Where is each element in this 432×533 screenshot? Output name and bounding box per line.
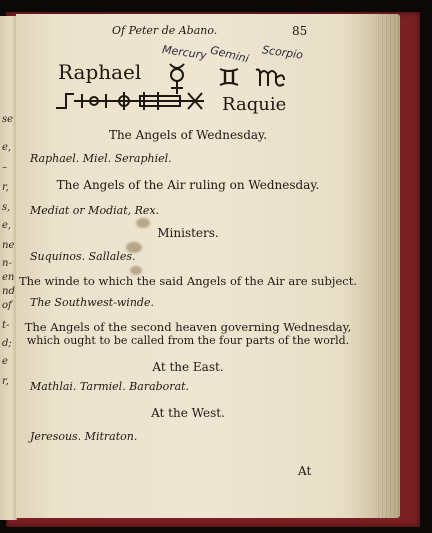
previous-page-edge [0, 16, 17, 520]
west-list: Jeresous. Mitraton. [30, 430, 138, 443]
prev-fragment: en [2, 272, 15, 283]
annotation-scorpio: Scorpio [261, 43, 304, 62]
prev-fragment: n- [2, 258, 12, 269]
prev-fragment: e, [2, 142, 12, 153]
angels-list: Raphael. Miel. Seraphiel. [30, 152, 172, 165]
second-heaven-heading-line1: The Angels of the second heaven governing Wednesday, [24, 320, 352, 334]
prev-fragment: se [2, 114, 14, 125]
prev-fragment: nd [2, 286, 15, 297]
prev-fragment: d; [2, 338, 12, 349]
prev-fragment: r, [2, 376, 9, 387]
prev-fragment: r, [2, 182, 9, 193]
virgo-symbol-icon [254, 66, 288, 92]
air-list: Mediat or Modiat, Rex. [30, 204, 160, 217]
ministers-heading: Ministers. [157, 226, 219, 240]
angel-name: Raphael [58, 60, 142, 84]
annotation-gemini: Gemini [209, 43, 251, 66]
air-heading: The Angels of the Air ruling on Wednesday. [56, 178, 320, 192]
character-sigil-icon [54, 88, 214, 114]
prev-fragment: e, [2, 220, 12, 231]
book-page [16, 14, 400, 518]
page-number: 85 [292, 24, 308, 38]
running-title: Of Peter de Abano. [112, 24, 218, 37]
page-edge-texture [378, 14, 400, 518]
wind-name: The Southwest-winde. [30, 296, 154, 309]
west-heading: At the West. [151, 406, 225, 420]
second-heaven-heading-line2: which ought to be called from the four parts of the world. [26, 334, 350, 347]
gemini-symbol-icon [218, 66, 240, 88]
prev-fragment: s, [2, 202, 11, 213]
catchword: At [298, 464, 312, 478]
east-heading: At the East. [152, 360, 224, 374]
prev-fragment: – [2, 162, 7, 173]
ministers-list: Suquinos. Sallales. [30, 250, 136, 263]
east-list: Mathlai. Tarmiel. Baraborat. [30, 380, 190, 393]
angels-heading: The Angels of Wednesday. [108, 128, 268, 142]
prev-fragment: t- [2, 320, 10, 331]
prev-fragment: of [2, 300, 12, 311]
prev-fragment: ne [2, 240, 15, 251]
annotation-mercury: Mercury [161, 42, 208, 63]
prev-fragment: e [2, 356, 8, 367]
heaven-name: Raquie [222, 94, 287, 115]
wind-heading: The winde to which the said Angels of the Air are subject. [18, 274, 357, 288]
